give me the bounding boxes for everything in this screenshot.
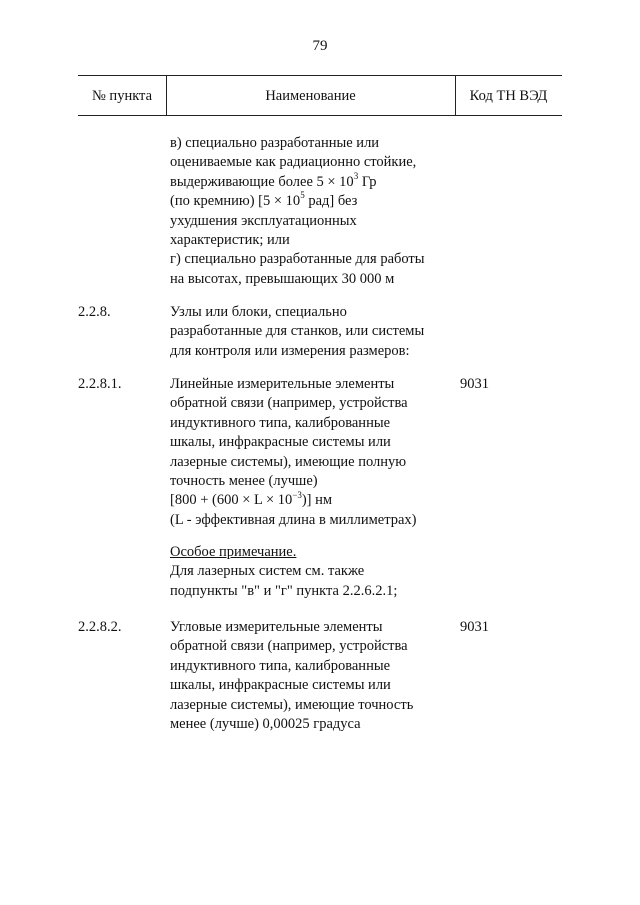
note-title: Особое примечание.: [170, 544, 297, 560]
text-line: характеристик; или: [170, 232, 290, 249]
text-line: для контроля или измерения размеров:: [170, 342, 410, 359]
item-text: [170, 303, 455, 361]
text-line: Линейные измерительные элементы: [170, 376, 395, 392]
text-line: подпункты "в" и "г" пункта 2.2.6.2.1;: [170, 582, 398, 599]
table-header-top-rule: [78, 75, 562, 76]
text-line: Узлы или блоки, специально: [170, 304, 347, 320]
text-line: индуктивного типа, калиброванные: [170, 414, 391, 431]
page-number: 79: [312, 38, 328, 54]
item-code: 9031: [460, 619, 489, 635]
text-line: (L - эффективная длина в миллиметрах): [170, 511, 417, 528]
text-line: точность менее (лучше): [170, 473, 318, 490]
text-line: шкалы, инфракрасные системы или: [170, 434, 391, 451]
item-number: 2.2.8.1.: [78, 376, 122, 392]
header-name: Наименование: [265, 88, 356, 104]
item-text: [170, 618, 455, 734]
text-line: разработанные для станков, или системы: [170, 323, 425, 340]
formula-line: $[800 + (600 \times L \times 10^{-3})]$ нм: [170, 489, 333, 509]
text-line: на высотах, превышающих 30 000 м: [170, 270, 395, 287]
continuation-text: [170, 134, 455, 289]
table-header-bottom-rule: [78, 115, 562, 116]
text-line: выдерживающие более $5 \times 10^3$ Гр: [170, 170, 377, 190]
text-line: шкалы, инфракрасные системы или: [170, 677, 391, 694]
text-line: лазерные системы), имеющие точность: [170, 696, 414, 713]
item-number: 2.2.8.2.: [78, 619, 122, 635]
text-line: Для лазерных систем см. также: [170, 563, 365, 580]
text-line: ухудшения эксплуатационных: [170, 212, 357, 229]
text-line: обратной связи (например, устройства: [170, 638, 408, 655]
header-item-number: № пункта: [91, 88, 153, 104]
text-line: индуктивного типа, калиброванные: [170, 657, 391, 674]
text-line: (по кремнию) [$5 \times 10^5$ рад] без: [170, 190, 358, 210]
special-note: [170, 543, 455, 601]
text-line: г) специально разработанные для работы: [170, 251, 425, 268]
item-text: [170, 375, 455, 530]
text-line: обратной связи (например, устройства: [170, 395, 408, 412]
text-line: лазерные системы), имеющие полную: [170, 453, 407, 470]
text-line: Угловые измерительные элементы: [170, 619, 383, 635]
text-line: оцениваемые как радиационно стойкие,: [170, 154, 417, 171]
text-line: в) специально разработанные или: [170, 135, 380, 151]
header-code: Код ТН ВЭД: [469, 88, 548, 104]
item-code: 9031: [460, 376, 489, 392]
item-number: 2.2.8.: [78, 304, 111, 320]
text-line: менее (лучше) 0,00025 градуса: [170, 716, 361, 733]
